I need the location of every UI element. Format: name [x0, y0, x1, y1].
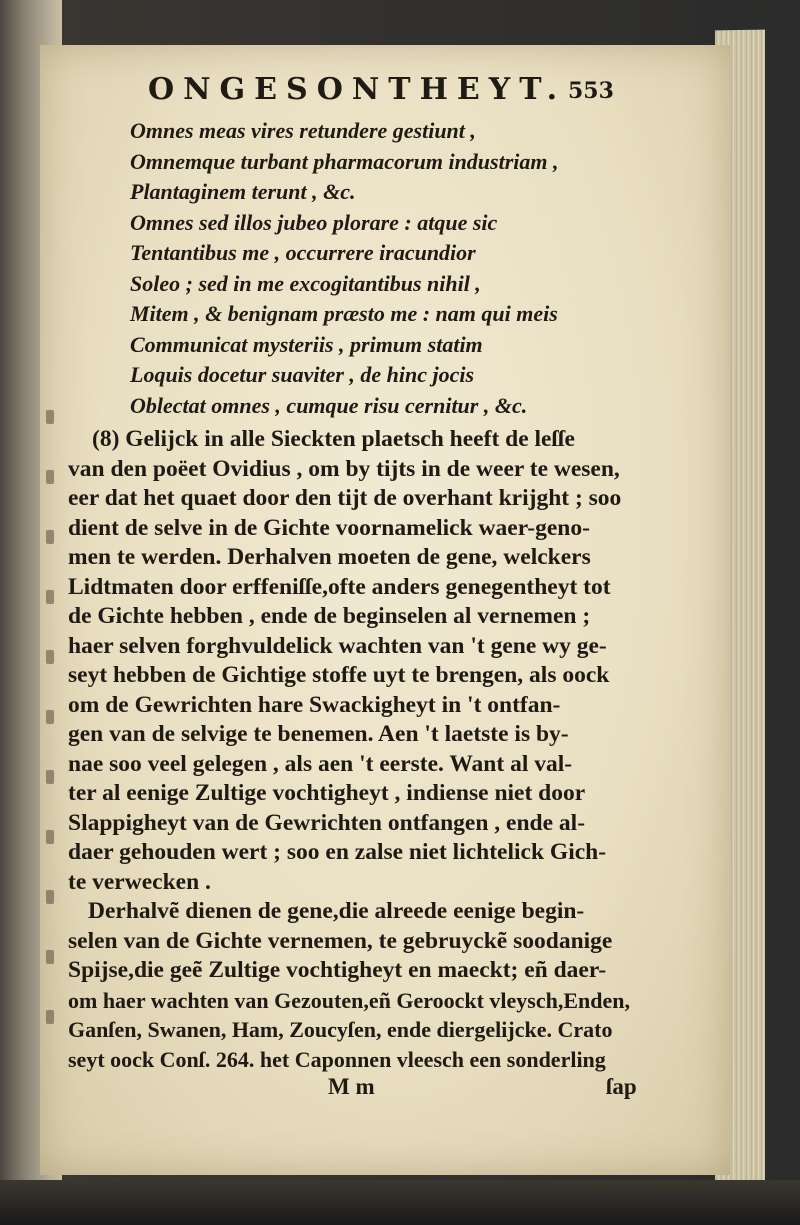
margin-bleed-marks [46, 410, 66, 1030]
catchline [68, 1074, 728, 1104]
verse-line: Tentantibus me , occurrere iracundior [130, 240, 476, 265]
verse-line: Mitem , & benignam præsto me : nam qui meis [130, 301, 558, 326]
prose-line: ter al eenige Zultige vochtigheyt , indiense niet door [68, 780, 586, 806]
verse-line: Plantaginem terunt , &c. [130, 179, 356, 204]
prose-line: Slappigheyt van de Gewrichten ontfangen , ende al- [68, 809, 586, 836]
running-head [68, 72, 728, 116]
prose-line: Ganſen, Swanen, Ham, Zoucyſen, ende diergelijcke. Crato [68, 1017, 613, 1042]
verse-line: Omnes meas vires retundere gestiunt , [130, 118, 476, 143]
margin-mark [46, 470, 54, 484]
margin-mark [46, 530, 54, 544]
prose-line: selen van de Gichte vernemen, te gebruyckẽ soodanige [68, 927, 613, 954]
page-number: 553 [568, 78, 614, 104]
prose-line: (8) Gelijck in alle Sieckten plaetsch heeft de leſſe [92, 426, 575, 452]
prose-line: om de Gewrichten hare Swackigheyt in 't ontfan- [68, 691, 561, 718]
margin-mark [46, 770, 54, 784]
verse-line: Soleo ; sed in me excogitantibus nihil , [130, 270, 481, 296]
latin-verse [68, 116, 728, 421]
verse-line: Oblectat omnes , cumque risu cernitur , &c. [130, 392, 528, 418]
page-text [68, 72, 728, 1104]
signature-mark: M m [328, 1074, 375, 1099]
prose-line: van den poëet Ovidius , om by tijts in de weer te wesen, [68, 455, 620, 482]
prose-line: de Gichte hebben , ende de beginselen al vernemen ; [68, 603, 591, 629]
margin-mark [46, 590, 54, 604]
prose-line: haer selven forghvuldelick wachten van 't gene wy ge- [68, 632, 607, 659]
prose-line: Lidtmaten door erffeniſſe,ofte anders genegentheyt tot [68, 573, 611, 600]
prose-line: seyt oock Conſ. 264. het Caponnen vleesch een sonderling [68, 1046, 606, 1072]
prose-line: gen van de selvige te benemen. Aen 't laetste is by- [68, 721, 569, 747]
margin-mark [46, 650, 54, 664]
verse-line: Omnes sed illos jubeo plorare : atque sic [130, 209, 498, 235]
margin-mark [46, 410, 54, 424]
running-head-title: ONGESONTHEYT. [148, 72, 567, 107]
prose-line: Spijse,die geẽ Zultige vochtigheyt en maeckt; eñ daer- [68, 957, 607, 983]
prose-line: Derhalvẽ dienen de gene,die alreede eenige begin- [88, 898, 585, 924]
margin-mark [46, 890, 54, 904]
verse-line: Communicat mysteriis , primum statim [130, 331, 483, 357]
prose-line: daer gehouden wert ; soo en zalse niet lichtelick Gich- [68, 839, 607, 865]
prose-line: men te werden. Derhalven moeten de gene, welckers [68, 544, 591, 570]
prose-line: nae soo veel gelegen , als aen 't eerste. Want al val- [68, 750, 573, 777]
prose-line: om haer wachten van Gezouten,eñ Geroockt vleysch,Enden, [68, 987, 630, 1013]
verse-line: Omnemque turbant pharmacorum industriam , [130, 148, 559, 174]
paragraph-continued [68, 897, 728, 1074]
margin-mark [46, 710, 54, 724]
margin-mark [46, 950, 54, 964]
prose-line: seyt hebben de Gichtige stoffe uyt te brengen, als oock [68, 662, 610, 688]
catchword: ſap [606, 1074, 637, 1099]
margin-mark [46, 830, 54, 844]
prose-line: eer dat het quaet door den tijt de overhant krijght ; soo [68, 485, 622, 511]
verse-line: Loquis docetur suaviter , de hinc jocis [130, 362, 475, 387]
paragraph-8 [68, 425, 728, 897]
margin-mark [46, 1010, 54, 1024]
prose-line: te verwecken . [68, 868, 211, 895]
prose-line: dient de selve in de Gichte voornamelick waer-geno- [68, 514, 590, 541]
bottom-shadow [0, 1180, 800, 1225]
